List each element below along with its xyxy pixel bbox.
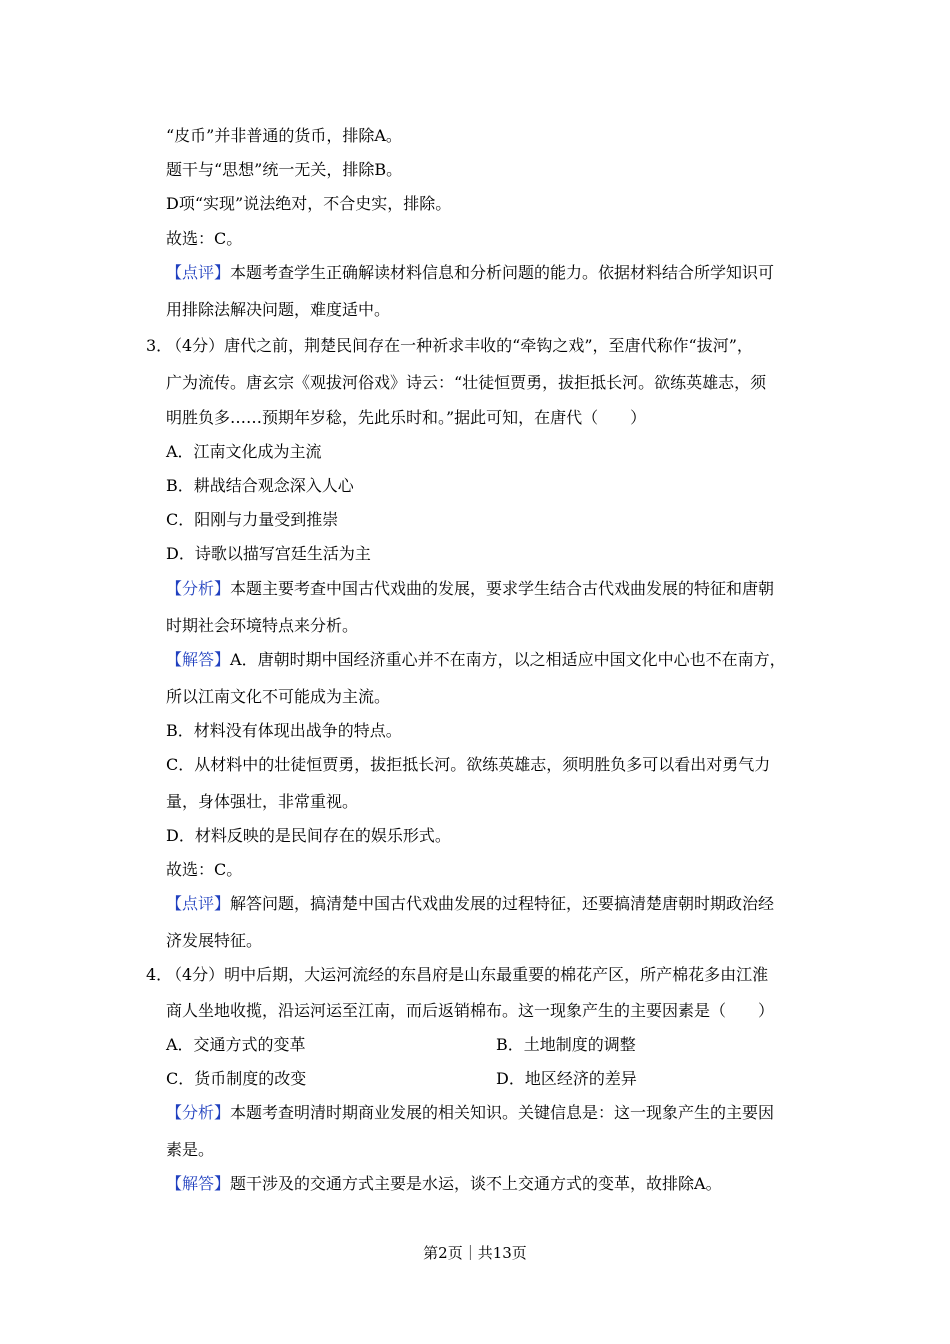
- q3-option-d: D．诗歌以描写宫廷生活为主: [166, 544, 371, 563]
- prev-choice: 故选：C。: [166, 229, 243, 248]
- q4-option-d: D．地区经济的差异: [496, 1069, 637, 1088]
- prev-elimination-a: “皮币”并非普通的货币，排除A。: [166, 126, 402, 145]
- q3-stem-line-3: 明胜负多……预期年岁稔，先此乐时和。”据此可知，在唐代（ ）: [166, 408, 647, 427]
- q3-review-line-1: [166, 894, 774, 914]
- answer-tag: 【解答】: [166, 650, 231, 669]
- q3-answer-line-5: 量，身体强壮，非常重视。: [166, 792, 359, 811]
- q4-stem-line-2: 商人坐地收揽，沿运河运至江南，而后返销棉布。这一现象产生的主要因素是（ ）: [166, 1001, 775, 1020]
- review-text: 解答问题，搞清楚中国古代戏曲发展的过程特征，还要搞清楚唐朝时期政治经: [230, 894, 775, 913]
- q3-option-b: B．耕战结合观念深入人心: [166, 476, 354, 495]
- q3-answer-line-6: D．材料反映的是民间存在的娱乐形式。: [166, 826, 451, 845]
- q3-answer-line-4: C．从材料中的壮徒恒贾勇，拔拒抵长河。欲练英雄志，须明胜负多可以看出对勇气力: [166, 755, 771, 774]
- q4-answer-line-1: [166, 1174, 722, 1194]
- q3-stem-line-2: 广为流传。唐玄宗《观拔河俗戏》诗云：“壮徒恒贾勇，拔拒抵长河。欲练英雄志，须: [166, 373, 767, 392]
- answer-text: 题干涉及的交通方式主要是水运，谈不上交通方式的变革，故排除A。: [230, 1174, 722, 1193]
- review-tag: 【点评】: [166, 894, 231, 913]
- analysis-tag: 【分析】: [166, 579, 231, 598]
- question-number-4: 4．: [146, 965, 173, 984]
- review-text: 本题考查学生正确解读材料信息和分析问题的能力。依据材料结合所学知识可: [230, 263, 775, 282]
- q3-choice: 故选：C。: [166, 860, 243, 879]
- prev-elimination-b: 题干与“思想”统一无关，排除B。: [166, 160, 403, 179]
- answer-text: A．唐朝时期中国经济重心并不在南方，以之相适应中国文化中心也不在南方，: [230, 650, 786, 669]
- analysis-tag: 【分析】: [166, 1103, 231, 1122]
- prev-review-line-1: [166, 263, 774, 283]
- q3-option-c: C．阳刚与力量受到推崇: [166, 510, 339, 529]
- q4-option-c: C．货币制度的改变: [166, 1069, 307, 1088]
- q3-answer-line-3: B．材料没有体现出战争的特点。: [166, 721, 402, 740]
- q4-stem-line-1: （4分）明中后期，大运河流经的东昌府是山东最重要的棉花产区，所产棉花多由江淮: [166, 965, 769, 984]
- q4-analysis-line-2: 素是。: [166, 1140, 215, 1159]
- q3-stem-line-1: （4分）唐代之前，荆楚民间存在一种祈求丰收的“牵钩之戏”，至唐代称作“拔河”，: [166, 336, 753, 355]
- analysis-text: 本题主要考查中国古代戏曲的发展，要求学生结合古代戏曲发展的特征和唐朝: [230, 579, 775, 598]
- prev-elimination-d: D项“实现”说法绝对，不合史实，排除。: [166, 194, 452, 213]
- page-footer: 第2页｜共13页: [423, 1244, 527, 1262]
- q3-analysis-line-1: [166, 579, 774, 599]
- q3-review-line-2: 济发展特征。: [166, 931, 263, 950]
- review-tag: 【点评】: [166, 263, 231, 282]
- q3-option-a: A．江南文化成为主流: [166, 442, 322, 461]
- q4-option-a: A．交通方式的变革: [166, 1035, 306, 1054]
- q3-analysis-line-2: 时期社会环境特点来分析。: [166, 616, 359, 635]
- q4-option-b: B．土地制度的调整: [496, 1035, 636, 1054]
- answer-tag: 【解答】: [166, 1174, 231, 1193]
- q3-answer-line-2: 所以江南文化不可能成为主流。: [166, 687, 391, 706]
- q3-answer-line-1: [166, 650, 786, 670]
- prev-review-line-2: 用排除法解决问题，难度适中。: [166, 300, 391, 319]
- q4-analysis-line-1: [166, 1103, 774, 1123]
- analysis-text: 本题考查明清时期商业发展的相关知识。关键信息是：这一现象产生的主要因: [230, 1103, 775, 1122]
- question-number-3: 3．: [146, 336, 173, 355]
